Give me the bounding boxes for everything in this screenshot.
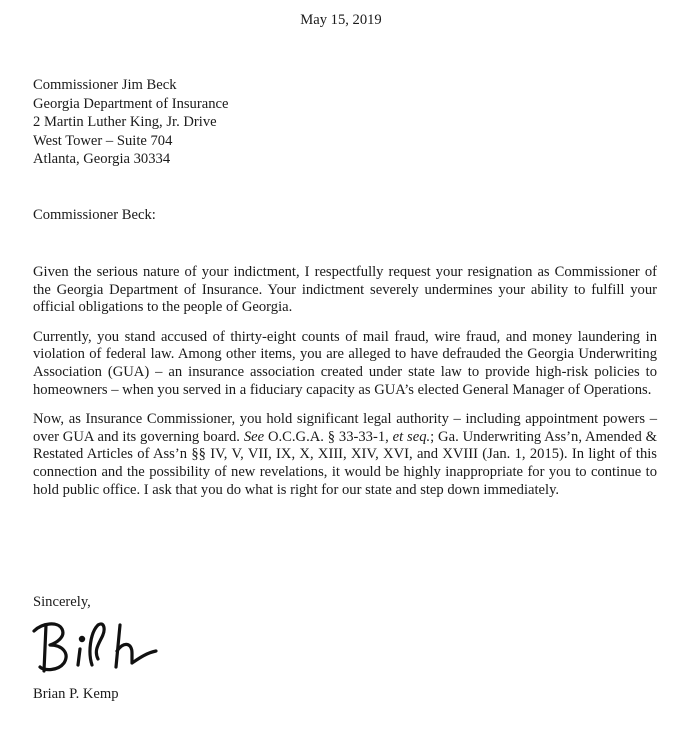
- handwritten-signature: [28, 613, 168, 683]
- paragraph-authority-part: O.C.G.A. § 33-33-1,: [264, 428, 393, 445]
- citation-et-seq: et seq.: [392, 428, 431, 445]
- recipient-address: [33, 76, 228, 169]
- signer-name: Brian P. Kemp: [33, 686, 119, 702]
- paragraph-authority: [33, 411, 657, 499]
- letter-body: [33, 264, 657, 511]
- paragraph-indictment-details: Currently, you stand accused of thirty-eight counts of mail fraud, wire fraud, and money laundering in violation of federal law. Among other items, you are alleged to have defrauded the Georgia Underwriting Association (GUA) – an insurance association created under state law to provide high-risk policies to homeowners – when you served in a fiduciary capacity as GUA’s elected General Manager of Operations.: [33, 328, 657, 398]
- letter-date: May 15, 2019: [300, 12, 382, 28]
- closing: Sincerely,: [33, 594, 91, 610]
- paragraph-authority-part: Now, as Insurance Commissioner, you hold significant legal authority – including appointment powers – over GUA and its governing board.: [33, 411, 657, 445]
- citation-signal: See: [243, 428, 265, 445]
- paragraph-authority-part: ; Ga. Underwriting Ass’n, Amended & Restated Articles of Ass’n §§ IV, V, VII, IX, X, XIII, XIV, XVI, and XVIII (Jan. 1, 2015). In light of this connection and the possibility of new revelations, it would be highly inappropriate for you to continue to hold public office. I ask that you do what is right for our state and step down immediately.: [33, 428, 657, 498]
- recipient-line: Georgia Department of Insurance: [33, 95, 229, 112]
- recipient-line: West Tower – Suite 704: [33, 132, 173, 149]
- paragraph-resignation-request: Given the serious nature of your indictment, I respectfully request your resignation as Commissioner of the Georgia Department of Insurance. Your indictment severely undermines your ability to fulfill your official obligations to the people of Georgia.: [33, 264, 657, 316]
- recipient-line: Commissioner Jim Beck: [33, 77, 177, 93]
- recipient-line: Atlanta, Georgia 30334: [33, 151, 171, 167]
- salutation: Commissioner Beck:: [33, 207, 156, 223]
- recipient-line: 2 Martin Luther King, Jr. Drive: [33, 114, 217, 130]
